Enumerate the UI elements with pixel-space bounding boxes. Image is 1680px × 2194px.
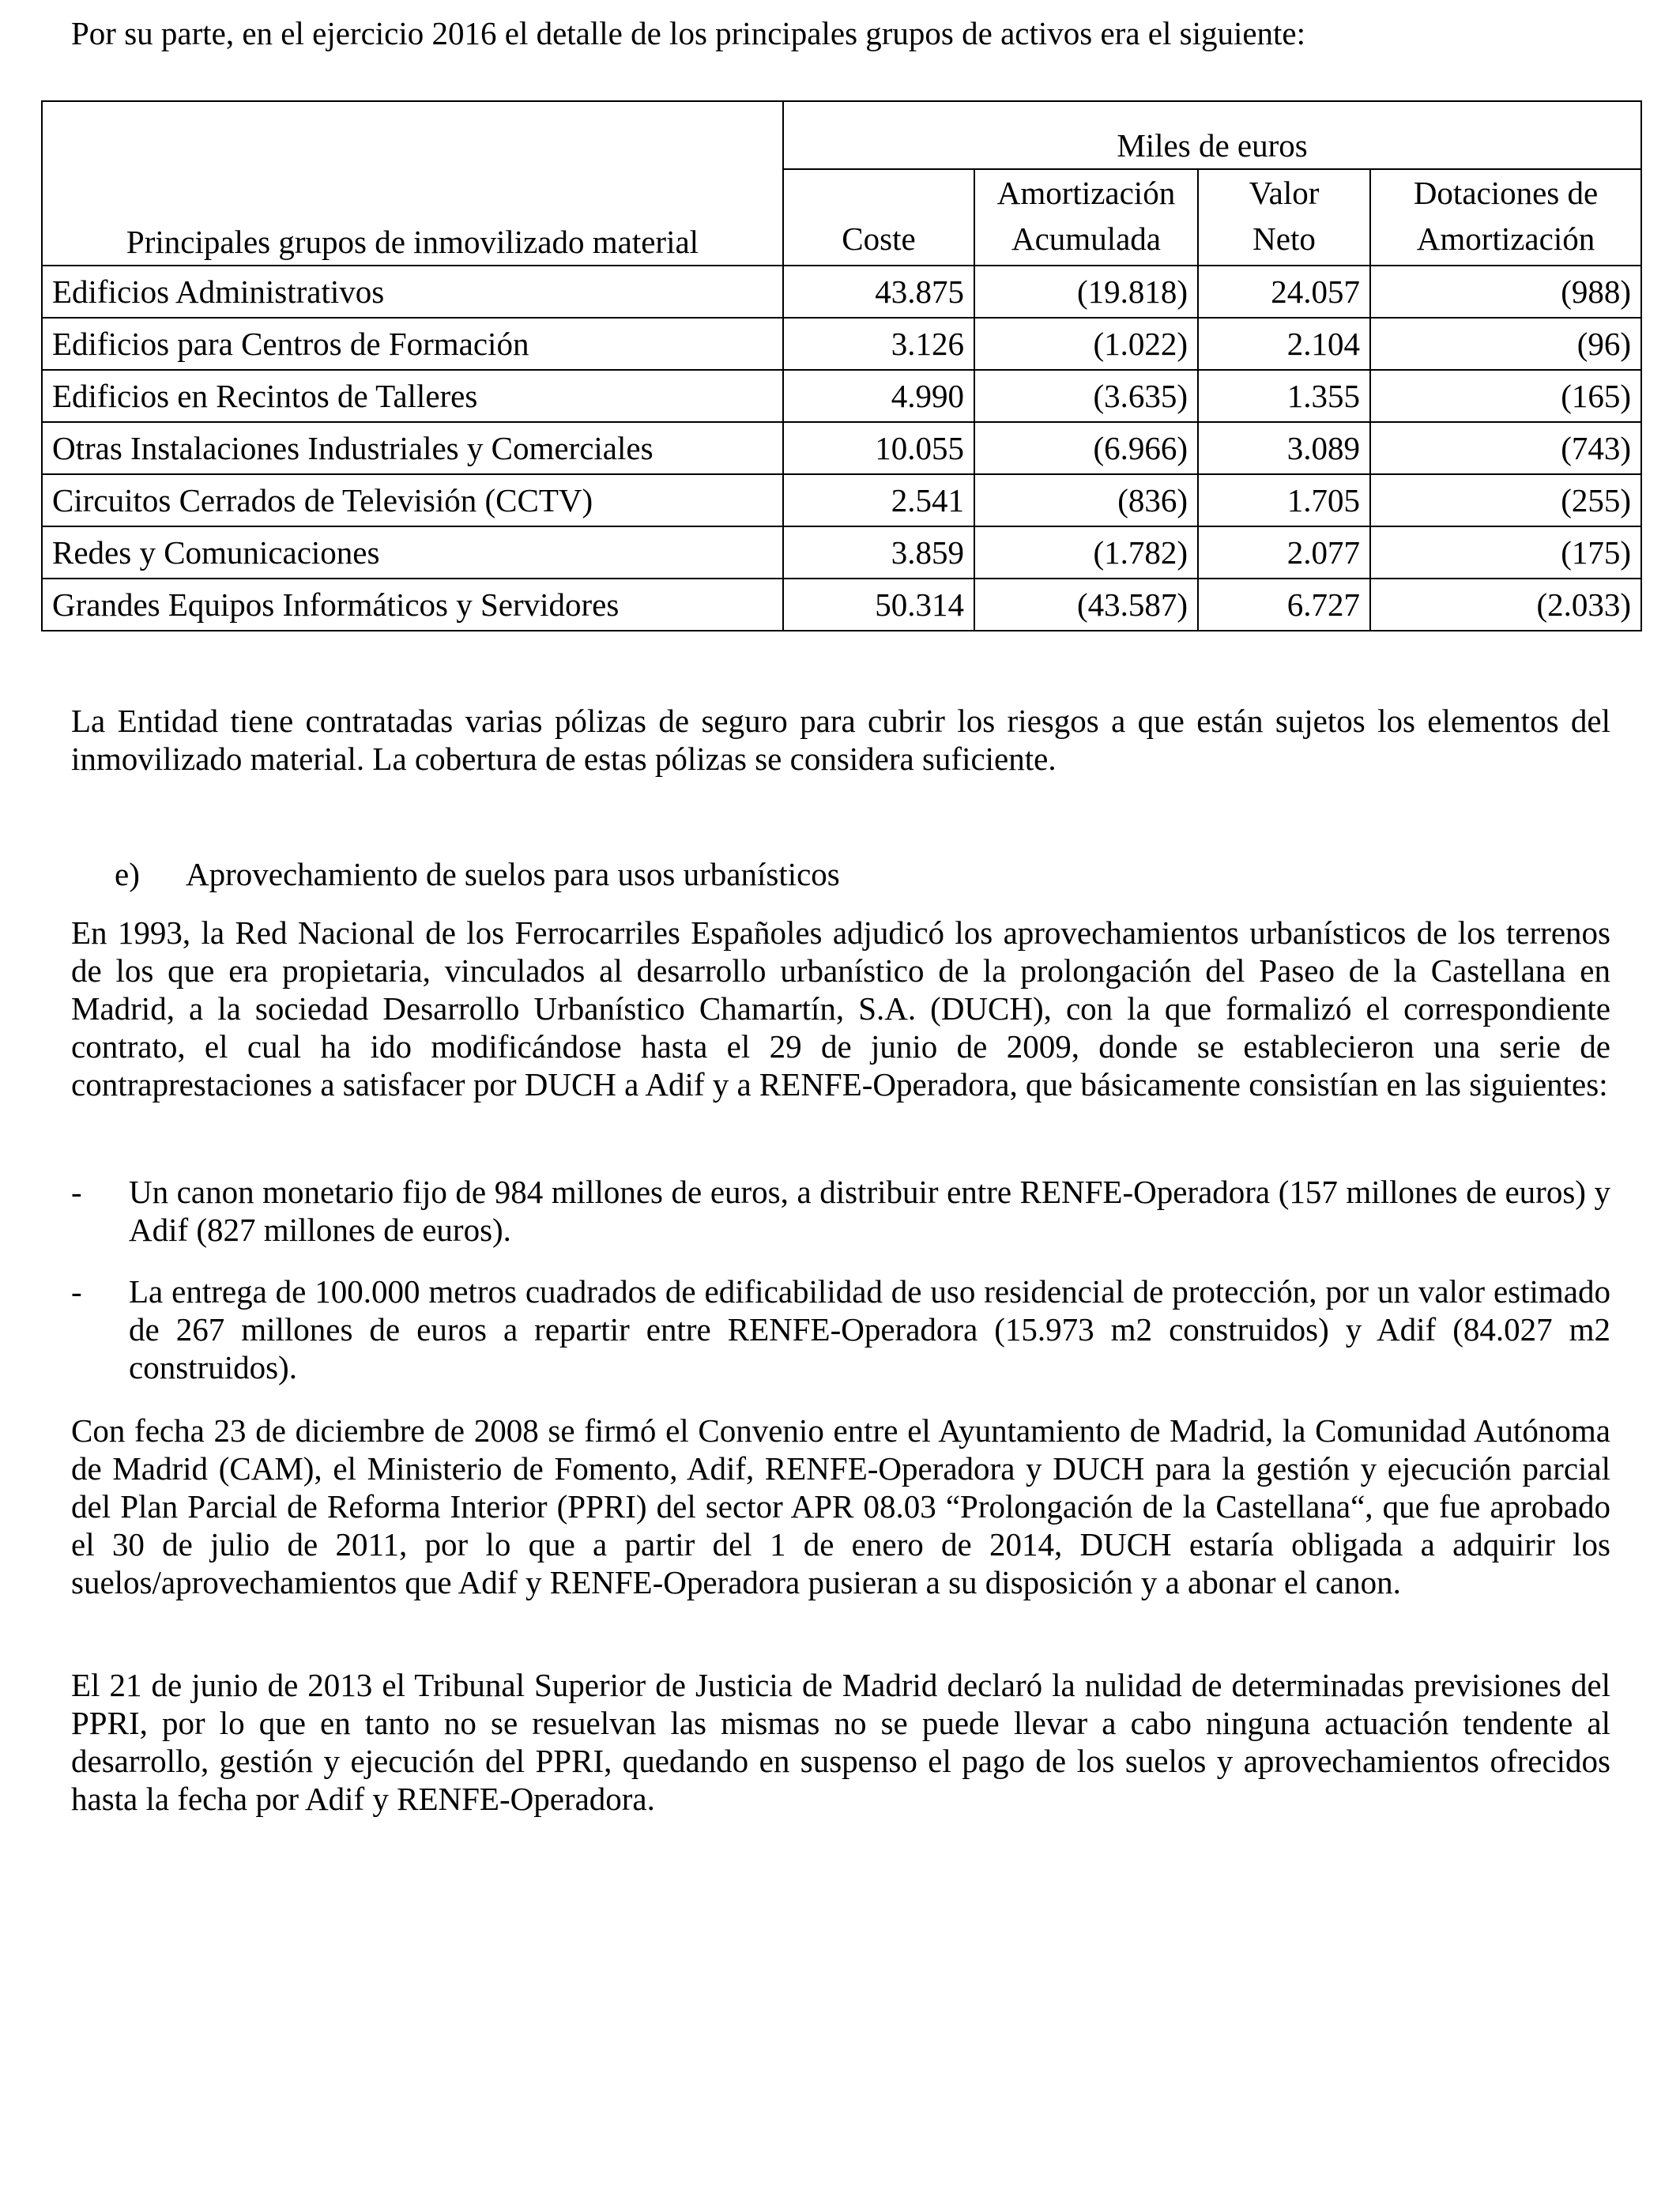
- cell-amortizacion: (1.022): [974, 318, 1198, 370]
- column-header-dotaciones: [1370, 169, 1641, 266]
- table-row: [42, 318, 1641, 370]
- row-label: Redes y Comunicaciones: [42, 526, 783, 579]
- cell-coste: 4.990: [783, 370, 974, 422]
- column-header-amortizacion-line2: Acumulada: [1011, 221, 1161, 257]
- cell-dotaciones: (988): [1370, 266, 1641, 318]
- table-row: [42, 474, 1641, 526]
- cell-dotaciones: (2.033): [1370, 579, 1641, 631]
- cell-valor-neto: 1.705: [1198, 474, 1370, 526]
- table-header-row-1: [42, 101, 1641, 169]
- cell-amortizacion: (6.966): [974, 422, 1198, 474]
- cell-amortizacion: (1.782): [974, 526, 1198, 579]
- column-header-coste-line2: Coste: [842, 221, 916, 257]
- row-label: Edificios Administrativos: [42, 266, 783, 318]
- table-row: [42, 526, 1641, 579]
- column-header-dotaciones-line2: Amortización: [1416, 221, 1595, 257]
- row-label: Edificios en Recintos de Talleres: [42, 370, 783, 422]
- assets-table: [41, 100, 1642, 631]
- cell-valor-neto: 3.089: [1198, 422, 1370, 474]
- cell-dotaciones: (96): [1370, 318, 1641, 370]
- column-header-valor-neto-line2: Neto: [1252, 221, 1316, 257]
- column-header-valor-neto: [1198, 169, 1370, 266]
- cell-valor-neto: 6.727: [1198, 579, 1370, 631]
- row-label: Otras Instalaciones Industriales y Comerciales: [42, 422, 783, 474]
- column-header-valor-neto-line1: Valor: [1249, 175, 1320, 211]
- section-heading: [71, 855, 840, 893]
- cell-coste: 50.314: [783, 579, 974, 631]
- section-title: Aprovechamiento de suelos para usos urbanísticos: [186, 856, 840, 892]
- paragraph-1993: En 1993, la Red Nacional de los Ferrocarriles Españoles adjudicó los aprovechamientos urbanísticos de los terrenos de los que era propietaria, vinculados al desarrollo urbanístico de la prolongación del Paseo de la Castellana en Madrid, a la sociedad Desarrollo Urbanístico Chamartín, S.A. (DUCH), con la que formalizó el correspondiente contrato, el cual ha ido modificándose hasta el 29 de junio de 2009, donde se establecieron una serie de contraprestaciones a satisfacer por DUCH a Adif y a RENFE-Operadora, que básicamente consistían en las siguientes:: [71, 914, 1610, 1103]
- bullet-text: La entrega de 100.000 metros cuadrados de edificabilidad de uso residencial de protección, por un valor estimado de 267 millones de euros a repartir entre RENFE-Operadora (15.973 m2 construidos) y Adif (84.027 m2 construidos).: [129, 1273, 1610, 1385]
- cell-dotaciones: (165): [1370, 370, 1641, 422]
- group-header: Miles de euros: [783, 101, 1641, 169]
- category-header: Principales grupos de inmovilizado material: [42, 101, 783, 266]
- table-row: [42, 579, 1641, 631]
- paragraph-2013: El 21 de junio de 2013 el Tribunal Superior de Justicia de Madrid declaró la nulidad de determinadas previsiones del PPRI, por lo que en tanto no se resuelvan las mismas no se puede llevar a cabo ninguna actuación tendente al desarrollo, gestión y ejecución del PPRI, quedando en suspenso el pago de los suelos y aprovechamientos ofrecidos hasta la fecha por Adif y RENFE-Operadora.: [71, 1667, 1610, 1817]
- list-item: [71, 1272, 1610, 1386]
- row-label: Edificios para Centros de Formación: [42, 318, 783, 370]
- cell-valor-neto: 2.077: [1198, 526, 1370, 579]
- column-header-amortizacion: [974, 169, 1198, 266]
- table-row: [42, 422, 1641, 474]
- cell-valor-neto: 1.355: [1198, 370, 1370, 422]
- column-header-coste: [783, 169, 974, 266]
- cell-amortizacion: (836): [974, 474, 1198, 526]
- paragraph-2008: Con fecha 23 de diciembre de 2008 se firmó el Convenio entre el Ayuntamiento de Madrid, la Comunidad Autónoma de Madrid (CAM), el Ministerio de Fomento, Adif, RENFE-Operadora y DUCH para la gestión y ejecución parcial del Plan Parcial de Reforma Interior (PPRI) del sector APR 08.03 “Prolongación de la Castellana“, que fue aprobado el 30 de julio de 2011, por lo que a partir del 1 de enero de 2014, DUCH estaría obligada a adquirir los suelos/aprovechamientos que Adif y RENFE-Operadora pusieran a su disposición y a abonar el canon.: [71, 1412, 1610, 1600]
- cell-dotaciones: (255): [1370, 474, 1641, 526]
- list-item: [71, 1173, 1610, 1249]
- intro-text: Por su parte, en el ejercicio 2016 el detalle de los principales grupos de activos era el siguiente:: [71, 15, 1306, 51]
- cell-coste: 10.055: [783, 422, 974, 474]
- cell-coste: 43.875: [783, 266, 974, 318]
- row-label: Grandes Equipos Informáticos y Servidores: [42, 579, 783, 631]
- section-letter: e): [115, 856, 140, 892]
- table-row: [42, 370, 1641, 422]
- cell-coste: 3.859: [783, 526, 974, 579]
- cell-amortizacion: (43.587): [974, 579, 1198, 631]
- cell-amortizacion: (3.635): [974, 370, 1198, 422]
- bullet-dash: -: [71, 1273, 82, 1310]
- cell-coste: 2.541: [783, 474, 974, 526]
- cell-amortizacion: (19.818): [974, 266, 1198, 318]
- cell-dotaciones: (743): [1370, 422, 1641, 474]
- cell-dotaciones: (175): [1370, 526, 1641, 579]
- insurance-paragraph: La Entidad tiene contratadas varias pólizas de seguro para cubrir los riesgos a que están sujetos los elementos del inmovilizado material. La cobertura de estas pólizas se considera suficiente.: [71, 703, 1610, 777]
- table-row: [42, 266, 1641, 318]
- column-header-dotaciones-line1: Dotaciones de: [1413, 175, 1599, 211]
- cell-valor-neto: 2.104: [1198, 318, 1370, 370]
- bullet-dash: -: [71, 1174, 82, 1210]
- cell-coste: 3.126: [783, 318, 974, 370]
- bullet-text: Un canon monetario fijo de 984 millones de euros, a distribuir entre RENFE-Operadora (157 millones de euros) y Adif (827 millones de euros).: [129, 1174, 1610, 1248]
- cell-valor-neto: 24.057: [1198, 266, 1370, 318]
- column-header-amortizacion-line1: Amortización: [996, 175, 1176, 211]
- row-label: Circuitos Cerrados de Televisión (CCTV): [42, 474, 783, 526]
